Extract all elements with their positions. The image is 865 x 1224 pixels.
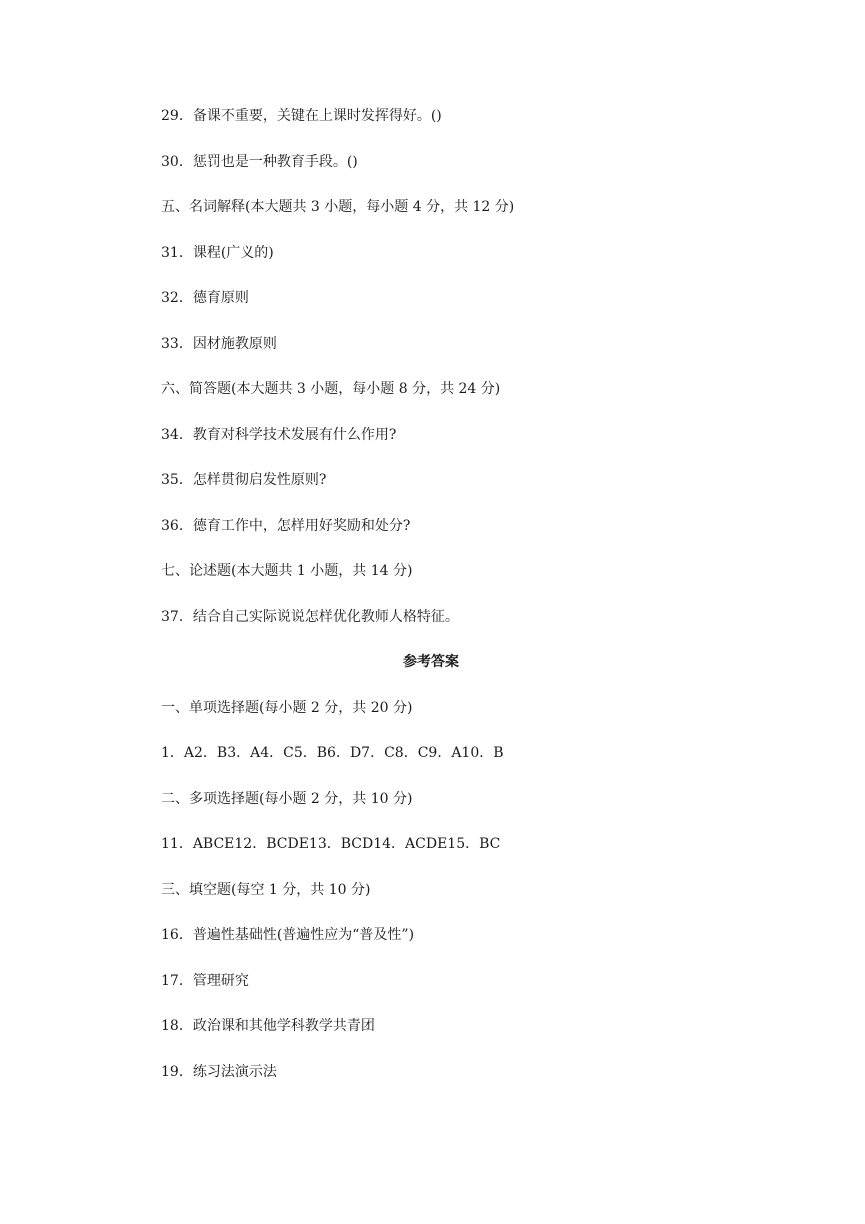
section-heading-6: 六、简答题(本大题共 3 小题，每小题 8 分，共 24 分): [161, 381, 501, 397]
document-body: [161, 104, 721, 1105]
question-34: 34．教育对科学技术发展有什么作用?: [161, 426, 397, 443]
answer-section-3: 三、填空题(每空 1 分，共 10 分): [161, 881, 371, 898]
question-36: 36．德育工作中，怎样用好奖励和处分?: [161, 517, 411, 534]
answer-18: 18．政治课和其他学科教学共青团: [161, 1018, 375, 1034]
question-31: 31．课程(广义的): [161, 244, 274, 261]
answer-19: 19．练习法演示法: [161, 1063, 277, 1080]
section-heading-5: 五、名词解释(本大题共 3 小题，每小题 4 分，共 12 分): [161, 199, 515, 215]
answer-1-10: 1．A2．B3．A4．C5．B6．D7．C8．C9．A10．B: [161, 745, 504, 761]
question-33: 33．因材施教原则: [161, 335, 277, 352]
answer-17: 17．管理研究: [161, 972, 249, 989]
answers-title: 参考答案: [403, 654, 459, 670]
question-29: 29．备课不重要，关键在上课时发挥得好。(): [161, 108, 442, 124]
answer-section-2: 二、多项选择题(每小题 2 分，共 10 分): [161, 790, 413, 807]
answer-section-1: 一、单项选择题(每小题 2 分，共 20 分): [161, 699, 413, 716]
answer-16: 16．普遍性基础性(普遍性应为“普及性”): [161, 927, 415, 943]
question-35: 35．怎样贯彻启发性原则?: [161, 472, 327, 488]
question-32: 32．德育原则: [161, 290, 249, 306]
question-30: 30．惩罚也是一种教育手段。(): [161, 153, 358, 170]
question-37: 37．结合自己实际说说怎样优化教师人格特征。: [161, 608, 459, 625]
section-heading-7: 七、论述题(本大题共 1 小题，共 14 分): [161, 563, 413, 579]
answer-11-15: 11．ABCE12．BCDE13．BCD14．ACDE15．BC: [161, 836, 501, 852]
